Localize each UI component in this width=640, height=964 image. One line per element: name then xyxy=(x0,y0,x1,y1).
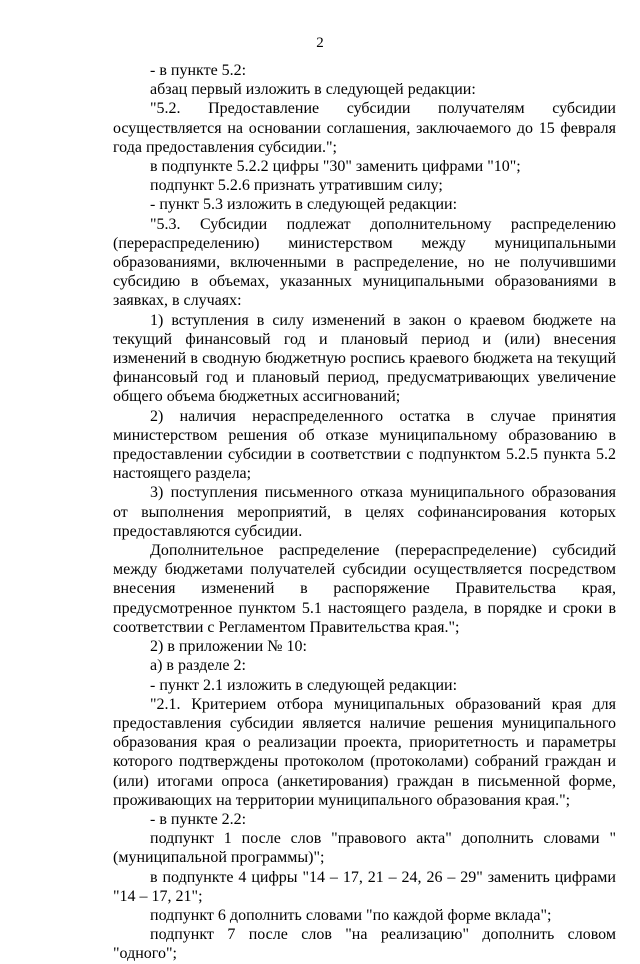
paragraph-13: а) в разделе 2: xyxy=(150,657,246,675)
paragraph-5: подпункт 5.2.6 признать утратившим силу; xyxy=(150,177,443,195)
paragraph-6: - пункт 5.3 изложить в следующей редакции: xyxy=(150,196,458,214)
paragraph-15: "2.1. Критерием отбора муниципальных образований края для предоставления субсидии является наличие решения муниципального образования края о реализации проекта, приоритетность и параметры которого подтверждены протоколом (протоколами) собраний граждан и (или) итогами опроса (анкетирования) граждан в письменной форме, проживающих на территории муниципального образования края."; xyxy=(113,695,616,809)
paragraph-1: - в пункте 5.2: xyxy=(150,62,247,79)
paragraph-19: подпункт 6 дополнить словами "по каждой форме вклада"; xyxy=(150,906,552,924)
paragraph-3: "5.2. Предоставление субсидии получателям субсидии осуществляется на основании соглашения, заключаемого до 15 февраля года предоставления субсидии."; xyxy=(113,100,616,156)
paragraph-16: - в пункте 2.2: xyxy=(150,810,247,828)
paragraph-12: 2) в приложении № 10: xyxy=(150,638,307,656)
paragraph-9: 2) наличия нераспределенного остатка в случае принятия министерством решения об отказе муниципальному образованию в предоставлении субсидии в соответствии с подпунктом 5.2.5 пункта 5.2 настоящего раздела; xyxy=(113,407,616,483)
paragraph-8: 1) вступления в силу изменений в закон о краевом бюджете на текущий финансовый год и плановый период и (или) внесения изменений в сводную бюджетную роспись краевого бюджета на текущий финансовый год и плановый период, предусматривающих увеличение общего объема бюджетных ассигнований; xyxy=(113,311,616,406)
paragraph-11: Дополнительное распределение (перераспределение) субсидий между бюджетами получателей субсидии осуществляется посредством внесения изменений в распоряжение Правительства края, предусмотренное пунктом 5.1 настоящего раздела, в порядке и сроки в соответствии с Регламентом Правительства края."; xyxy=(113,542,616,636)
paragraph-18: в подпункте 4 цифры "14 – 17, 21 – 24, 26 – 29" заменить цифрами "14 – 17, 21"; xyxy=(113,868,616,905)
paragraph-7: "5.3. Субсидии подлежат дополнительному распределению (перераспределению) министерством между муниципальными образованиями, включенными в распределение, но не получившими субсидию в объемах, указанных муниципальными образованиями в заявках, в случаях: xyxy=(113,215,616,310)
paragraph-20: подпункт 7 после слов "на реализацию" дополнить словом "одного"; xyxy=(113,926,616,963)
paragraph-4: в подпункте 5.2.2 цифры "30" заменить цифрами "10"; xyxy=(150,158,521,176)
page-number: 2 xyxy=(316,35,324,51)
paragraph-10: 3) поступления письменного отказа муниципального образования от выполнения мероприятий, в целях софинансирования которых предоставляются субсидии. xyxy=(113,484,616,540)
paragraph-17: подпункт 1 после слов "правового акта" дополнить словами "(муниципальной программы)"; xyxy=(113,830,616,867)
document-body xyxy=(113,61,616,964)
paragraph-14: - пункт 2.1 изложить в следующей редакции: xyxy=(150,676,458,694)
paragraph-2: абзац первый изложить в следующей редакции: xyxy=(150,81,476,99)
